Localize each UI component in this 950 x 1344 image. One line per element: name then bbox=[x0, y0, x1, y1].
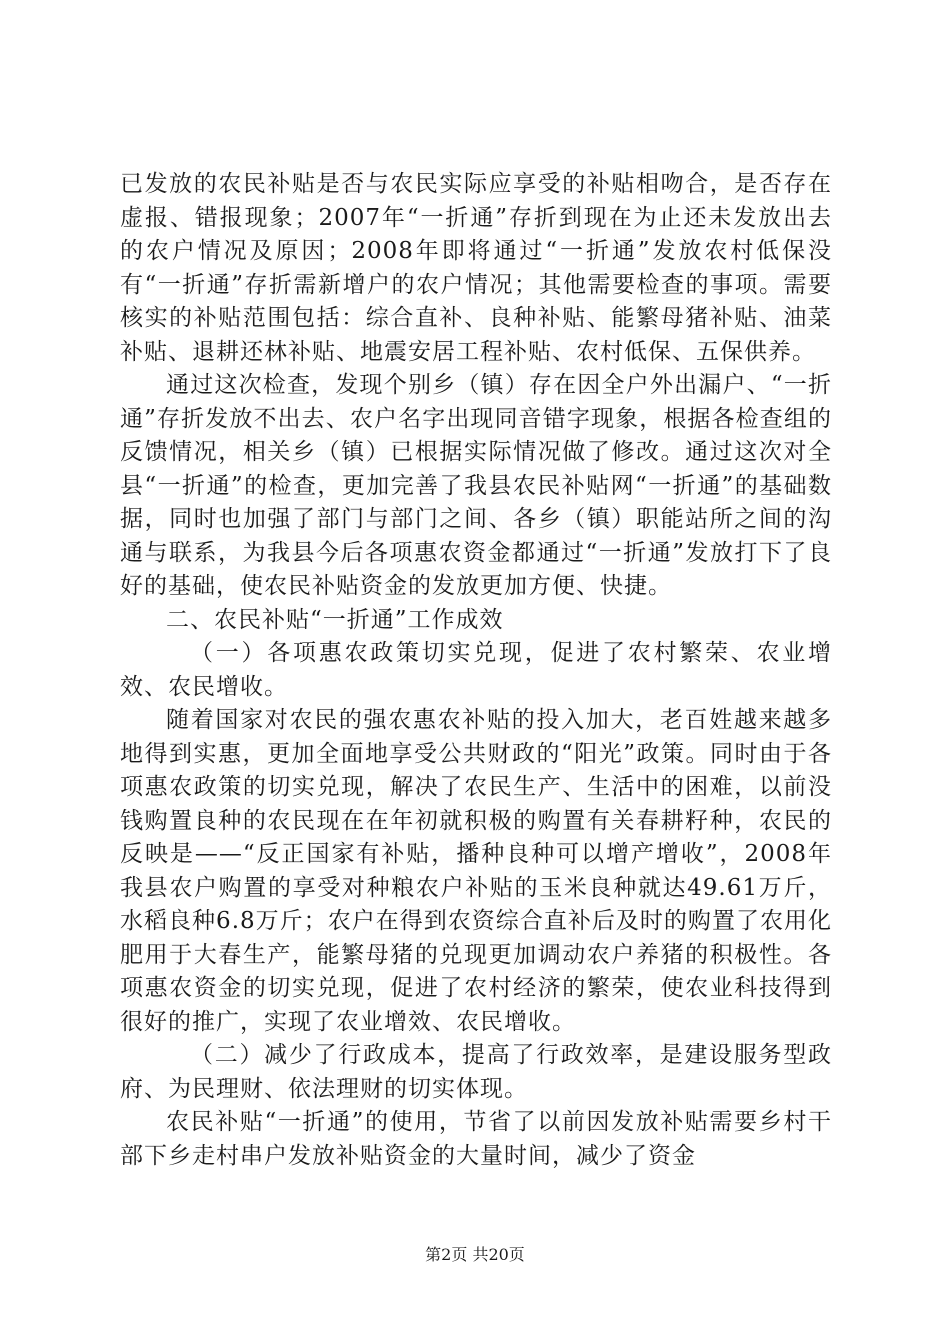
section-heading: 二、农民补贴“一折通”工作成效 bbox=[166, 606, 504, 633]
paragraph: 通过这次检查，发现个别乡（镇）存在因全户外出漏户、“一折通”存折发放不出去、农户名字出现同音错字现象，根据各检查组的反馈情况，相关乡（镇）已根据实际情况做了修改。通过这次对全县“一折通”的检查，更加完善了我县农民补贴网“一折通”的基础数据，同时也加强了部门与部门之间、各乡（镇）职能站所之间的沟通与联系，为我县今后各项惠农资金都通过“一折通”发放打下了良好的基础，使农民补贴资金的发放更加方便、快捷。 bbox=[120, 372, 832, 599]
page-footer: 第2页 共20页 bbox=[425, 1245, 525, 1264]
paragraph: 农民补贴“一折通”的使用，节省了以前因发放补贴需要乡村干部下乡走村串户发放补贴资金的大量时间，减少了资金 bbox=[120, 1109, 832, 1169]
subsection-heading: （一）各项惠农政策切实兑现，促进了农村繁荣、农业增效、农民增收。 bbox=[120, 640, 832, 700]
subsection-heading: （二）减少了行政成本，提高了行政效率，是建设服务型政府、为民理财、依法理财的切实体现。 bbox=[120, 1042, 832, 1102]
paragraph: 随着国家对农民的强农惠农补贴的投入加大，老百姓越来越多地得到实惠，更加全面地享受公共财政的“阳光”政策。同时由于各项惠农政策的切实兑现，解决了农民生产、生活中的困难，以前没钱购置良种的农民现在在年初就积极的购置有关春耕籽种，农民的反映是——“反正国家有补贴，播种良种可以增产增收”，2008年我县农户购置的享受对种粮农户补贴的玉米良种就达49.61万斤，水稻良种6.8万斤；农户在得到农资综合直补后及时的购置了农用化肥用于大春生产，能繁母猪的兑现更加调动农户养猪的积极性。各项惠农资金的切实兑现，促进了农村经济的繁荣，使农业科技得到很好的推广，实现了农业增效、农民增收。 bbox=[120, 707, 832, 1035]
document-body bbox=[120, 168, 832, 1173]
paragraph: 已发放的农民补贴是否与农民实际应享受的补贴相吻合，是否存在虚报、错报现象；2007年“一折通”存折到现在为止还未发放出去的农户情况及原因；2008年即将通过“一折通”发放农村低保没有“一折通”存折需新增户的农户情况；其他需要检查的事项。需要核实的补贴范围包括：综合直补、良种补贴、能繁母猪补贴、油菜补贴、退耕还林补贴、地震安居工程补贴、农村低保、五保供养。 bbox=[120, 171, 832, 365]
